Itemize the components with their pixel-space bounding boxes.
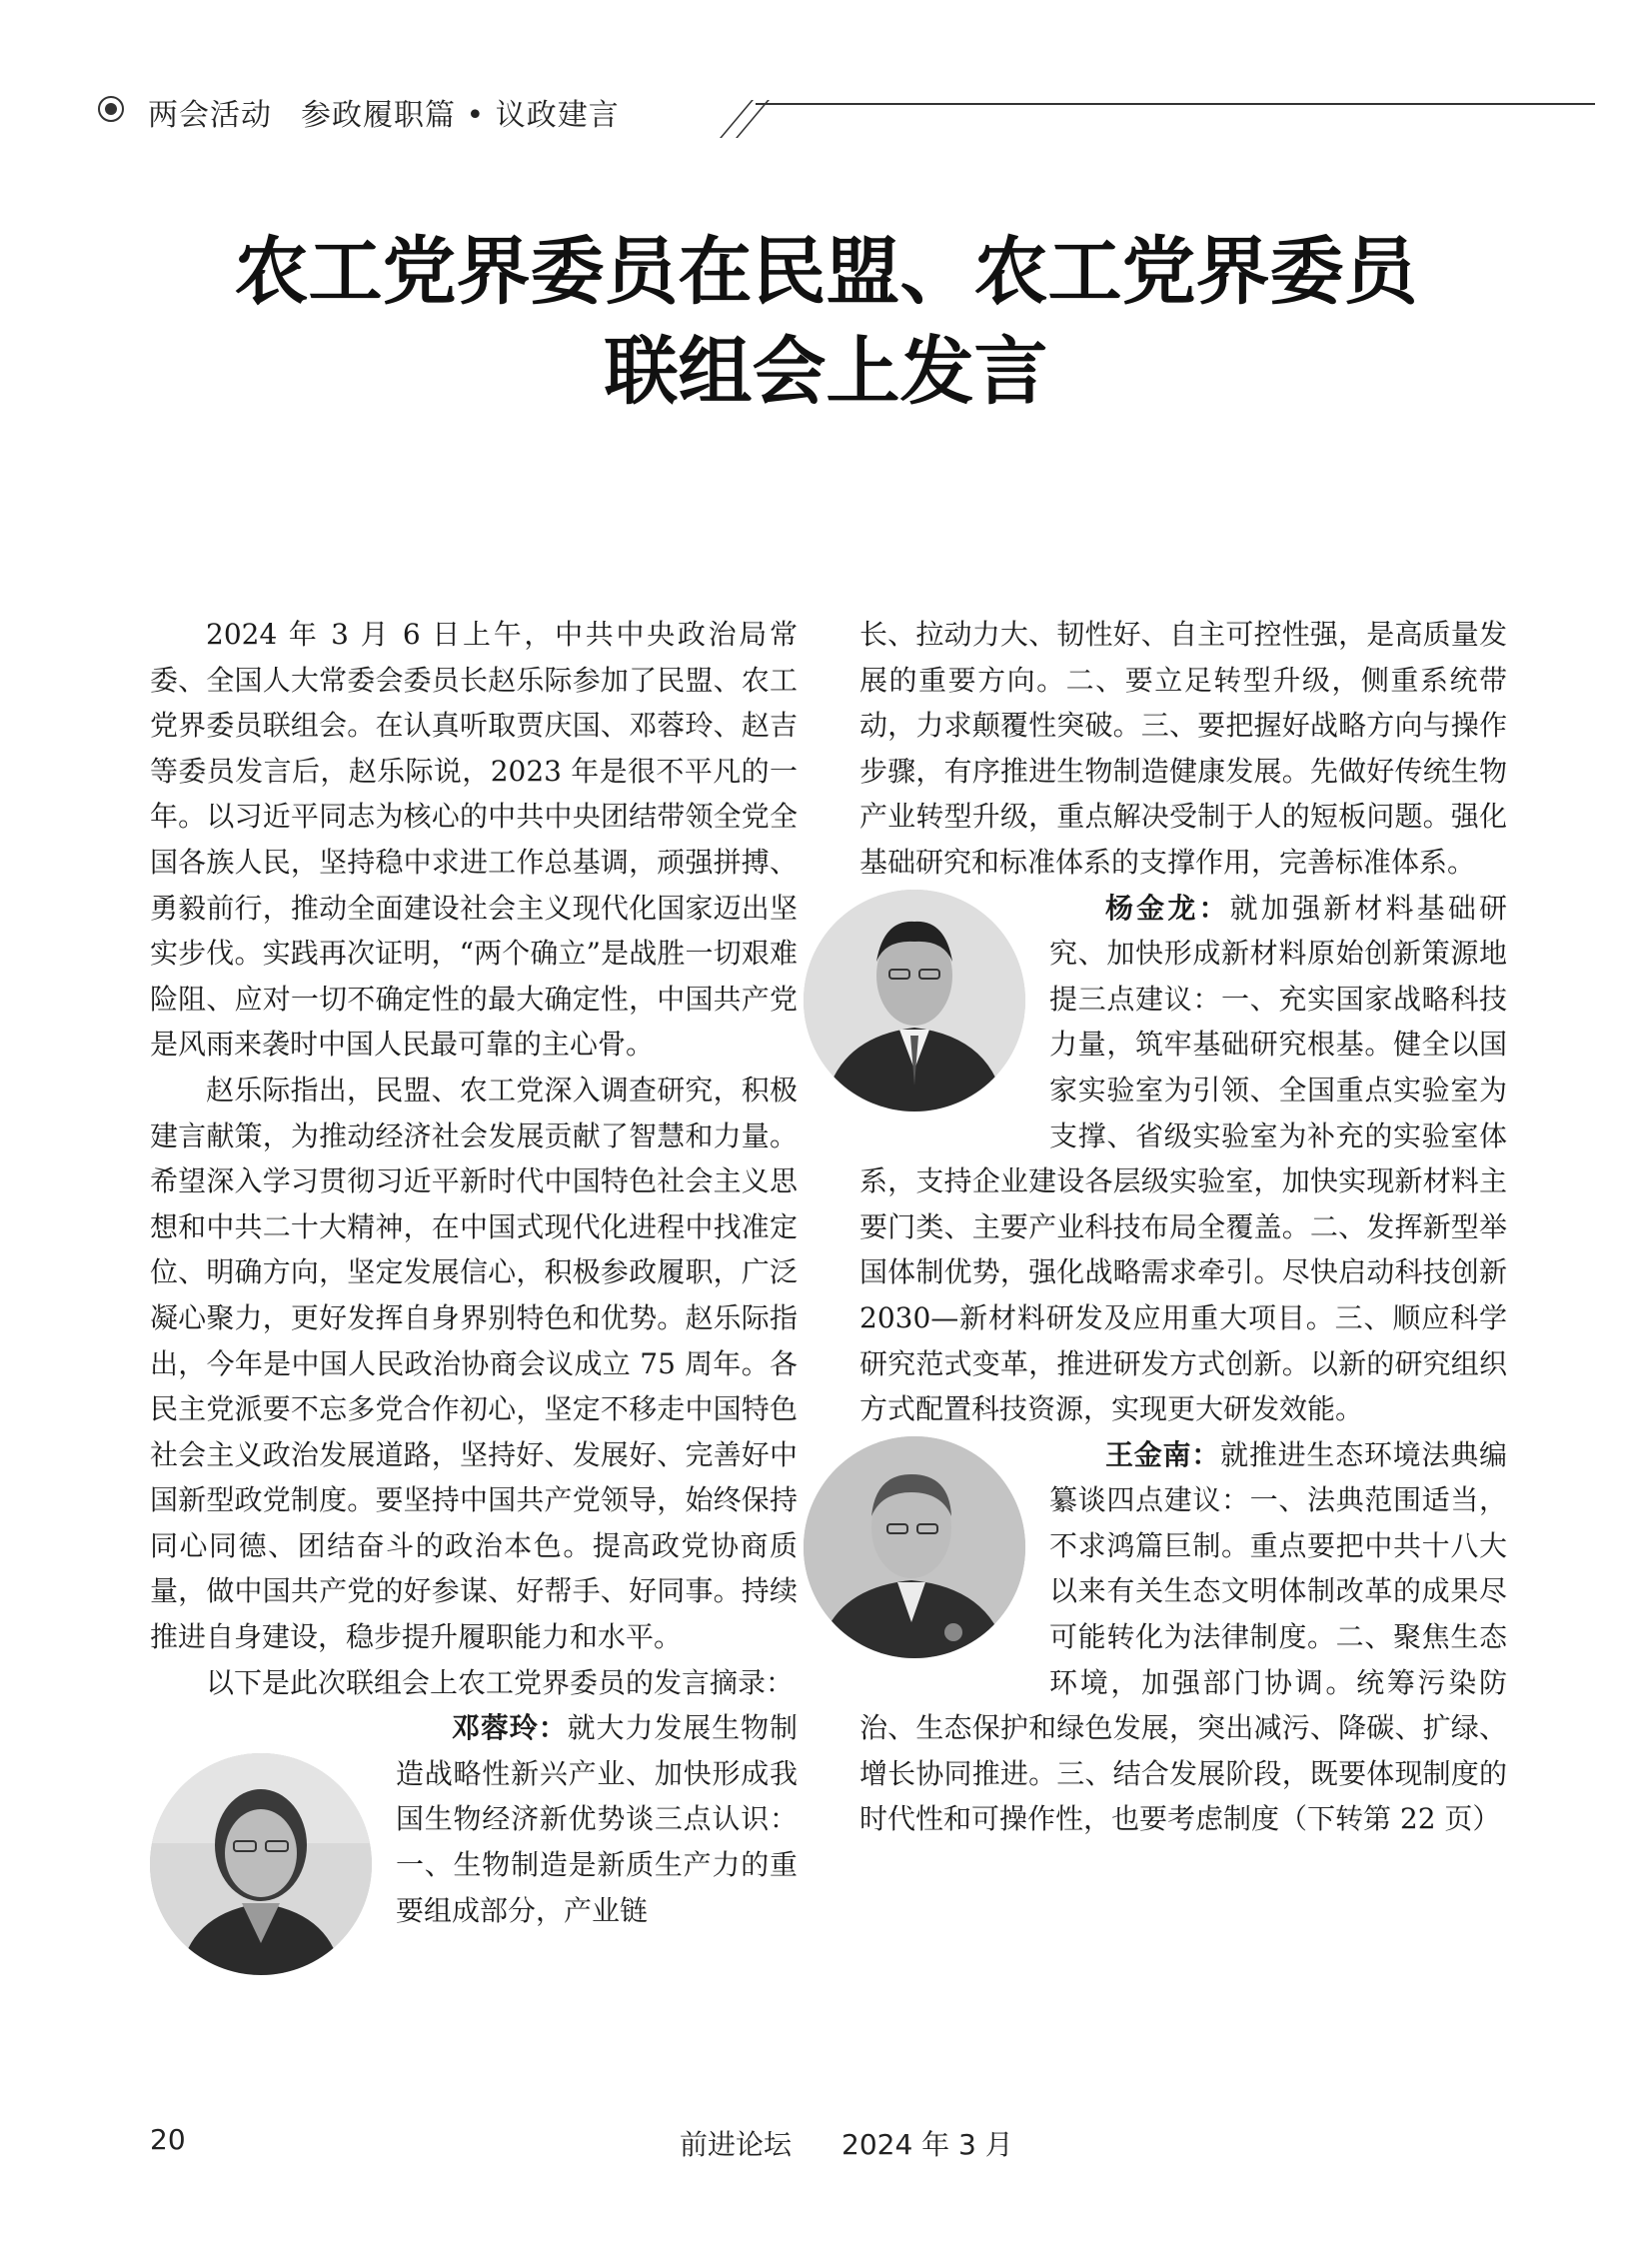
article-title — [0, 222, 1652, 422]
speaker-text: 就推进生态环境法典编纂谈四点建议：一、法典范围适当，不求鸿篇巨制。重点要把中共十八大以来有关生态文明体制改革的成果尽可能转化为法律制度。二、聚焦生态环境，加强部门协调。统筹污染防治、生态保护和绿色发展，突出减污、降碳、扩绿、增长协同推进。三、结合发展阶段，既要体现制度的时代性和可操作性，也要考虑制度（下转第 22 页） — [859, 1437, 1507, 1836]
paragraph: 长、拉动力大、韧性好、自主可控性强，是高质量发展的重要方向。二、要立足转型升级，侧重系统带动，力求颠覆性突破。三、要把握好战略方向与操作步骤，有序推进生物制造健康发展。先做好传统生物产业转型升级，重点解决受制于人的短板问题。强化基础研究和标准体系的支撑作用，完善标准体系。 — [859, 618, 1507, 879]
left-column — [150, 612, 798, 1981]
magazine-name: 前进论坛 — [680, 2128, 793, 2161]
header-divider — [720, 100, 754, 138]
portrait-wang-jinnan — [804, 1436, 1025, 1658]
issue-date: 2024 年 3 月 — [841, 2128, 1013, 2161]
portrait-deng-rongling — [150, 1753, 372, 1975]
paragraph: 2024 年 3 月 6 日上午，中共中央政治局常委、全国人大常委会委员长赵乐际参加了民盟、农工党界委员联组会。在认真听取贾庆国、邓蓉玲、赵吉等委员发言后，赵乐际说，2023 年是很不平凡的一年。以习近平同志为核心的中共中央团结带领全党全国各族人民，坚持稳中求进工作总基调，顽强拼搏、勇毅前行，推动全面建设社会主义现代化国家迈出坚实步伐。实践再次证明，“两个确立”是战胜一切艰难险阻、应对一切不确定性的最大确定性，中国共产党是风雨来袭时中国人民最可靠的主心骨。 — [150, 618, 798, 1062]
speaker-name: 杨金龙： — [1105, 891, 1230, 925]
section-bullet-icon — [98, 96, 124, 122]
section-label: 两会活动 — [148, 98, 272, 133]
portrait-yang-jinlong — [804, 890, 1025, 1112]
speaker-paragraph-yang — [859, 886, 1507, 1432]
speaker-text: 就加强新材料基础研究、加快形成新材料原始创新策源地提三点建议：一、充实国家战略科技力量，筑牢基础研究根基。健全以国家实验室为引领、全国重点实验室为支撑、省级实验室为补充的实验室体系，支持企业建设各层级实验室，加快实现新材料主要门类、主要产业科技布局全覆盖。二、发挥新型举国体制优势，强化战略需求牵引。尽快启动科技创新 2030—新材料研发及应用重大项目。三、顺应科学研究范式变革，推进研发方式创新。以新的研究组织方式配置科技资源，实现更大研发效能。 — [859, 891, 1507, 1426]
paragraph: 赵乐际指出，民盟、农工党深入调查研究，积极建言献策，为推动经济社会发展贡献了智慧和力量。希望深入学习贯彻习近平新时代中国特色社会主义思想和中共二十大精神，在中国式现代化进程中找准定位、明确方向，坚定发展信心，积极参政履职，广泛凝心聚力，更好发挥自身界别特色和优势。赵乐际指出，今年是中国人民政治协商会议成立 75 周年。各民主党派要不忘多党合作初心，坚定不移走中国特色社会主义政治发展道路，坚持好、发展好、完善好中国新型政党制度。要坚持中国共产党领导，始终保持同心同德、团结奋斗的政治本色。提高政党协商质量，做中国共产党的好参谋、好帮手、好同事。持续推进自身建设，稳步提升履职能力和水平。 — [150, 1073, 798, 1654]
subsection-label: 参政履职篇 • 议政建言 — [301, 98, 620, 133]
running-header — [96, 86, 1505, 136]
page-number: 20 — [150, 2123, 186, 2156]
speaker-name: 邓蓉玲： — [452, 1711, 568, 1745]
speaker-paragraph-wang — [859, 1432, 1507, 1842]
speaker-paragraph-deng — [150, 1705, 798, 1933]
title-line-1: 农工党界委员在民盟、农工党界委员 — [234, 229, 1418, 315]
page-footer — [0, 2123, 1652, 2163]
header-divider — [736, 100, 770, 138]
paragraph: 以下是此次联组会上农工党界委员的发言摘录： — [206, 1665, 795, 1699]
header-rule — [756, 103, 1595, 105]
speaker-text: 就大力发展生物制造战略性新兴产业、加快形成我国生物经济新优势谈三点认识：一、生物制造是新质生产力的重要组成部分，产业链 — [396, 1711, 798, 1927]
right-column — [859, 612, 1507, 1842]
speaker-name: 王金南： — [1105, 1437, 1221, 1471]
title-line-2: 联组会上发言 — [604, 329, 1048, 415]
